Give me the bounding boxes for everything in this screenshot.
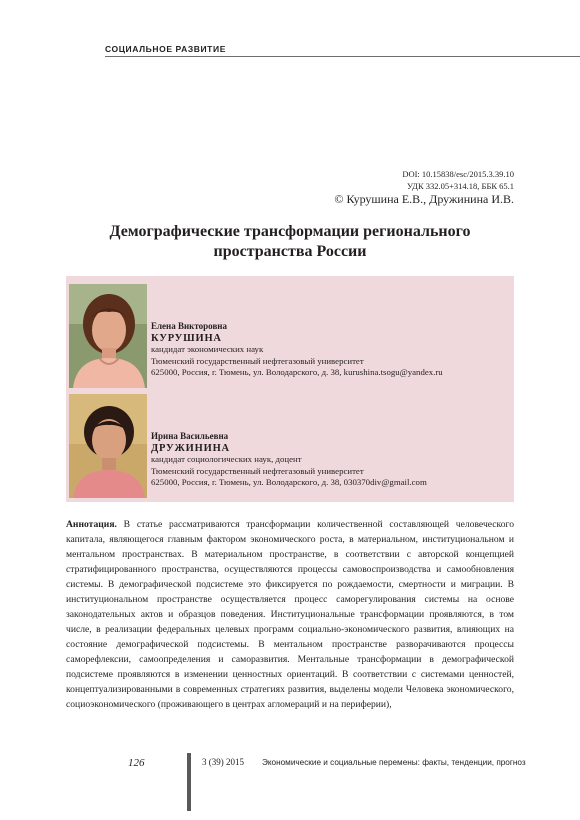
author-affiliation: Тюменский государственный нефтегазовый университет bbox=[151, 355, 364, 366]
udk: УДК 332.05+314.18, ББК 65.1 bbox=[407, 181, 514, 191]
author-info-1 bbox=[151, 321, 443, 379]
author-photo-druzhinina bbox=[69, 394, 147, 498]
journal-name: Экономические и социальные перемены: факты, тенденции, прогноз bbox=[262, 758, 526, 767]
issue-number: 3 (39) 2015 bbox=[202, 757, 244, 767]
header-rule bbox=[105, 56, 580, 57]
footer-divider bbox=[187, 753, 191, 811]
authors-panel bbox=[66, 276, 514, 502]
page-number: 126 bbox=[128, 757, 145, 769]
author-address: 625000, Россия, г. Тюмень, ул. Володарского, д. 38, kurushina.tsogu@yandex.ru bbox=[151, 367, 443, 377]
author-last-name: КУРУШИНА bbox=[151, 332, 222, 344]
doi: DOI: 10.15838/esc/2015.3.39.10 bbox=[402, 169, 514, 179]
section-label: СОЦИАЛЬНОЕ РАЗВИТИЕ bbox=[105, 44, 226, 54]
author-affiliation: Тюменский государственный нефтегазовый университет bbox=[151, 465, 364, 476]
abstract-text: В статье рассматриваются трансформации количественной составляющей человеческого капитала, являющегося главным фактором экономического роста, в материальном, институциональном и ментальном пространствах. В материальном пространстве, в соответствии с авторской концепцией стратифицированного пространства, осуществляются процессы самовоспроизводства и самообновления системы. В демографической подсистеме это фиксируется по рождаемости, смертности и миграции. В институциональном пространстве осуществляется процесс саморегулирования системы на основе законодательных актов и образцов поведения. Институциональные трансформации проявляются, в том числе, в реализации федеральных целевых программ социально-экономического развития, влияющих на состояние демографической подсистемы. В ментальном пространстве разворачиваются процессы саморефлексии, самоопределения и саморазвития. Ментальные трансформации в демографической подсистеме проявляются в изменении ценностных ориентаций. В соответствии с системами ценностей, концептуализированными в современных стратегиях развития, выделены модели Человека экономического, социоэкономического (проживающего в центрах агломераций и на периферии), bbox=[66, 519, 514, 710]
author-last-name: ДРУЖИНИНА bbox=[151, 442, 230, 454]
abstract bbox=[66, 517, 514, 712]
author-degree: кандидат экономических наук bbox=[151, 344, 264, 354]
author-address: 625000, Россия, г. Тюмень, ул. Володарского, д. 38, 030370div@gmail.com bbox=[151, 477, 427, 487]
author-first-name: Ирина Васильевна bbox=[151, 431, 229, 441]
copyright: © Курушина Е.В., Дружинина И.В. bbox=[334, 192, 514, 206]
author-info-2 bbox=[151, 431, 427, 489]
author-photo-kurushina bbox=[69, 284, 147, 388]
article-title: Демографические трансформации регионального пространства России bbox=[109, 223, 471, 260]
abstract-label: Аннотация. bbox=[66, 519, 117, 530]
author-degree: кандидат социологических наук, доцент bbox=[151, 454, 302, 464]
author-first-name: Елена Викторовна bbox=[151, 321, 227, 331]
